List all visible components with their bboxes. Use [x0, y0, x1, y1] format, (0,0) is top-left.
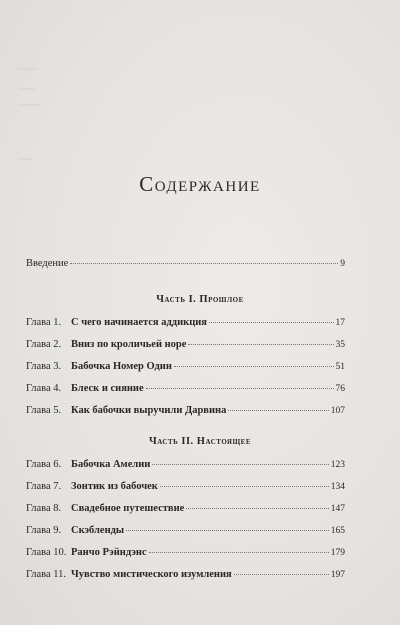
toc-entry: [26, 339, 345, 355]
chapter-label: Глава 9.: [26, 525, 62, 536]
chapter-label: Глава 6.: [26, 459, 62, 470]
chapter-title: Чувство мистического изумления: [71, 569, 232, 580]
dot-leader: [228, 410, 328, 411]
chapter-title: Скэбленды: [71, 525, 125, 536]
dot-leader: [146, 388, 334, 389]
chapter-label: Глава 7.: [26, 481, 62, 492]
toc-entry: [26, 459, 345, 475]
chapter-page: 179: [330, 548, 345, 558]
chapter-page: 197: [330, 570, 345, 580]
dot-leader: [209, 322, 334, 323]
chapter-label: Глава 1.: [26, 317, 62, 328]
chapter-title: Ранчо Рэйндэнс: [71, 547, 147, 558]
chapter-page: 123: [330, 460, 345, 470]
bleed-through-mark: [18, 68, 38, 70]
chapter-title: Свадебное путешествие: [71, 503, 185, 514]
chapter-page: 35: [335, 340, 345, 350]
chapter-label: Глава 4.: [26, 383, 62, 394]
dot-leader: [152, 464, 328, 465]
toc-entry: [26, 503, 345, 519]
chapter-label: Глава 10.: [26, 547, 67, 558]
dot-leader: [126, 530, 329, 531]
bleed-through-mark: [18, 104, 40, 106]
chapter-page: 107: [330, 406, 345, 416]
toc-entry: [26, 481, 345, 497]
chapter-page: 76: [335, 384, 345, 394]
toc-entry: [26, 525, 345, 541]
toc-entry: [26, 405, 345, 421]
dot-leader: [160, 486, 329, 487]
chapter-title: Как бабочки выручили Дарвина: [71, 405, 227, 416]
chapter-title: Блеск и сияние: [71, 383, 144, 394]
chapter-page: 165: [330, 526, 345, 536]
chapter-label: Глава 2.: [26, 339, 62, 350]
toc-entry-title: Введение: [26, 258, 69, 269]
chapter-title: Зонтик из бабочек: [71, 481, 158, 492]
dot-leader: [234, 574, 329, 575]
chapter-page: 17: [335, 318, 345, 328]
dot-leader: [188, 344, 333, 345]
toc-entry: [26, 361, 345, 377]
chapter-title: Вниз по кроличьей норе: [71, 339, 187, 350]
bleed-through-mark: [18, 88, 34, 90]
toc-entry: [26, 383, 345, 399]
chapter-label: Глава 8.: [26, 503, 62, 514]
part-heading: Часть II. Настоящее: [149, 436, 251, 447]
chapter-page: 51: [335, 362, 345, 372]
chapter-title: Бабочка Номер Один: [71, 361, 172, 372]
toc-entry-page: 9: [340, 259, 345, 269]
toc-entry: [26, 547, 345, 563]
chapter-title: Бабочка Амелии: [71, 459, 151, 470]
bleed-through-mark: [18, 158, 32, 160]
dot-leader: [70, 263, 338, 264]
chapter-title: С чего начинается аддикция: [71, 317, 207, 328]
toc-entry: [26, 317, 345, 333]
chapter-label: Глава 3.: [26, 361, 62, 372]
chapter-page: 134: [330, 482, 345, 492]
dot-leader: [149, 552, 329, 553]
toc-entry: [26, 569, 345, 585]
chapter-page: 147: [330, 504, 345, 514]
dot-leader: [174, 366, 334, 367]
dot-leader: [186, 508, 328, 509]
page-title: Содержание: [139, 172, 261, 196]
part-heading: Часть I. Прошлое: [156, 294, 244, 305]
toc-entry-intro: [26, 258, 345, 274]
chapter-label: Глава 5.: [26, 405, 62, 416]
chapter-label: Глава 11.: [26, 569, 67, 580]
